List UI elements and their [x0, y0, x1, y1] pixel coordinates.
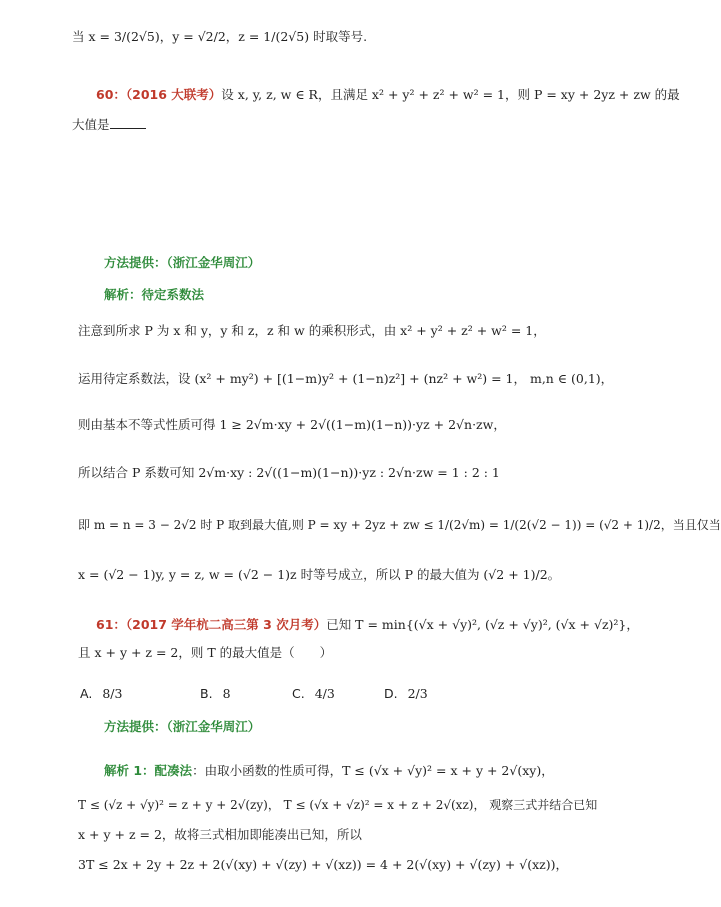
problem-61-tag: 61：（2017 学年杭二高三第 3 次月考）: [96, 617, 327, 632]
analysis-line-1-text: ：由取小函数的性质可得，T ≤ (√x + √y)² = x + y + 2√(xy)，: [192, 763, 554, 778]
problem-60-line: [96, 86, 680, 104]
option-a-label: A.: [80, 686, 93, 701]
solution-step-1-text: 注意到所求 P 为 x 和 y，y 和 z，z 和 w 的乘积形式，由 x² + y² + z² + w² = 1，: [78, 323, 546, 338]
solution-step-4-text: 所以结合 P 系数可知 2√m·xy : 2√((1−m)(1−n))·yz : 2√n·zw = 1 : 2 : 1: [78, 465, 500, 480]
option-a-value: 8/3: [102, 686, 123, 701]
equality-condition-line: [72, 28, 367, 46]
problem-60-text-2: 大值是: [72, 117, 110, 132]
option-c-label: C.: [292, 686, 305, 701]
analysis-line-1: [104, 762, 554, 780]
method-provider-1-text: 方法提供：（浙江金华周江）: [104, 255, 261, 270]
option-c-value: 4/3: [314, 686, 335, 701]
solution-step-6: [78, 566, 560, 584]
option-d: [384, 686, 428, 701]
analysis-heading-2: 解析 1：配凑法: [104, 763, 193, 778]
problem-61-text: 已知 T = min{(√x + √y)², (√z + √y)², (√x + √z)²}，: [326, 617, 639, 632]
problem-60-text: 设 x, y, z, w ∈ R，且满足 x² + y² + z² + w² = 1，则 P = xy + 2yz + zw 的最: [221, 87, 680, 102]
solution-step-5-text: 即 m = n = 3 − 2√2 时 P 取到最大值,则 P = xy + 2yz + zw ≤ 1/(2√m) = 1/(2(√2 − 1)) = (√2 + 1)/2，当且仅当: [78, 518, 721, 532]
solution-step-4: [78, 464, 500, 482]
option-c: [292, 686, 335, 701]
analysis-line-3: [78, 826, 362, 844]
option-d-label: D.: [384, 686, 398, 701]
solution-step-3: [78, 416, 506, 434]
answer-blank: [110, 116, 146, 129]
analysis-line-2: [78, 796, 597, 814]
problem-60-line-2: [72, 116, 146, 134]
method-provider-2-text: 方法提供：（浙江金华周江）: [104, 719, 261, 734]
solution-step-2: [78, 370, 613, 388]
method-provider-1: [104, 254, 260, 272]
analysis-line-3-text: x + y + z = 2，故将三式相加即能凑出已知，所以: [78, 827, 362, 842]
option-b-label: B.: [200, 686, 213, 701]
solution-step-2-text: 运用待定系数法，设 (x² + my²) + [(1−m)y² + (1−n)z²] + (nz² + w²) = 1， m,n ∈ (0,1)，: [78, 371, 614, 386]
solution-step-1: [78, 322, 546, 340]
analysis-line-4-text: 3T ≤ 2x + 2y + 2z + 2(√(xy) + √(zy) + √(xz)) = 4 + 2(√(xy) + √(zy) + √(xz))，: [78, 857, 569, 872]
equality-condition-text: 当 x = 3/(2√5)，y = √2/2，z = 1/(2√5) 时取等号.: [72, 29, 368, 44]
solution-step-5: [78, 516, 721, 534]
problem-61-text-2: 且 x + y + z = 2，则 T 的最大值是（ ）: [78, 645, 333, 660]
analysis-heading-1-text: 解析：待定系数法: [104, 287, 205, 302]
solution-step-3-text: 则由基本不等式性质可得 1 ≥ 2√m·xy + 2√((1−m)(1−n))·yz + 2√n·zw，: [78, 417, 506, 432]
solution-step-6-text: x = (√2 − 1)y, y = z, w = (√2 − 1)z 时等号成立，所以 P 的最大值为 (√2 + 1)/2。: [78, 567, 561, 582]
option-b-value: 8: [222, 686, 231, 701]
analysis-heading-1: [104, 286, 204, 304]
option-a: [80, 686, 122, 701]
problem-61-line: [96, 616, 639, 634]
option-d-value: 2/3: [407, 686, 428, 701]
analysis-line-2-text: T ≤ (√z + √y)² = z + y + 2√(zy)， T ≤ (√x + √z)² = x + z + 2√(xz)， 观察三式并结合已知: [78, 798, 598, 812]
option-b: [200, 686, 231, 701]
problem-60-tag: 60：（2016 大联考）: [96, 87, 222, 102]
analysis-line-4: [78, 856, 568, 874]
method-provider-2: [104, 718, 260, 736]
problem-61-line-2: [78, 644, 332, 662]
